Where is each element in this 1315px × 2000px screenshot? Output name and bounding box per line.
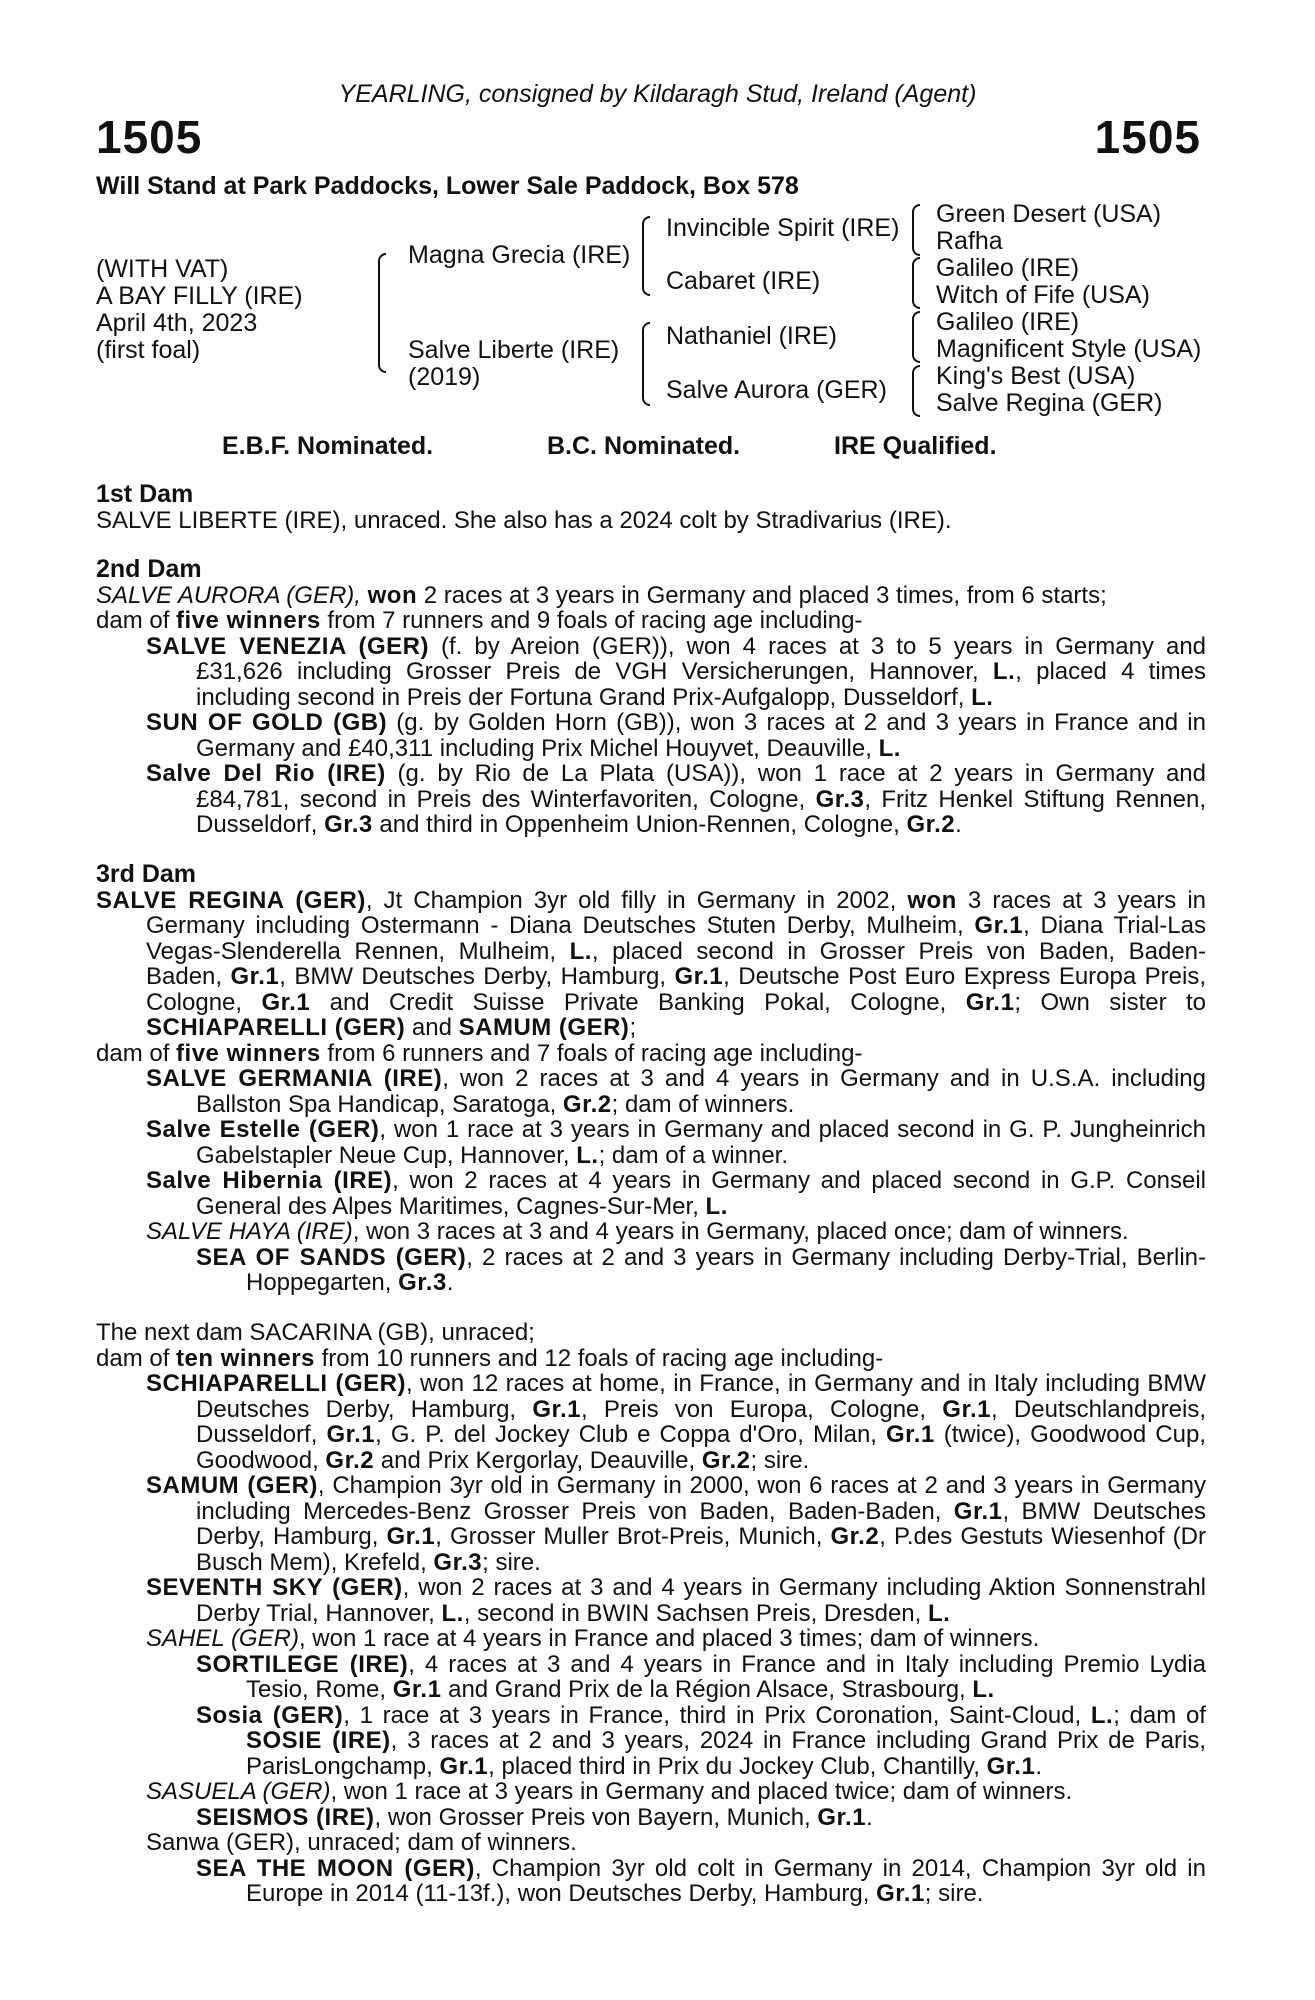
brace-dd (912, 365, 920, 417)
ped-sdd: Witch of Fife (USA) (936, 281, 1150, 309)
produce-entry: SALVE VENEZIA (GER) (f. by Areion (GER)), won 4 races at 3 to 5 years in Germany and £31,626 including Grosser Preis de VGH Versicherungen, Hannover, L., placed 4 times including second in Preis der Fortuna Grand Prix-Aufgalopp, Dusseldorf, L. (146, 632, 1207, 711)
produce-entry: SALVE GERMANIA (IRE), won 2 races at 3 and 4 years in Germany and in U.S.A. including Ballston Spa Handicap, Saratoga, Gr.2; dam of winners. (146, 1065, 1206, 1118)
produce-entry: Sanwa (GER), unraced; dam of winners. (146, 1829, 577, 1856)
next-dam-section (96, 1320, 1206, 1907)
dam-year: (2019) (408, 363, 481, 391)
ped-dsd: Magnificent Style (USA) (936, 335, 1202, 363)
first-dam-text: SALVE LIBERTE (IRE), unraced. She also has a 2024 colt by Stradivarius (IRE). (96, 506, 952, 534)
next-dam-intro: The next dam SACARINA (GB), unraced; (96, 1319, 535, 1346)
lot-number-left: 1505 (96, 111, 203, 163)
brace-gen1 (378, 253, 386, 373)
sire-name: Magna Grecia (IRE) (408, 241, 631, 269)
produce-entry: SAMUM (GER), Champion 3yr old in Germany in 2000, won 6 races at 2 and 3 years in Germany including Mercedes-Benz Grosser Preis von Baden, Baden-Baden, Gr.1, BMW Deutsches Derby, Hamburg, Gr.1, Grosser Muller Brot-Preis, Munich, Gr.2, P.des Gestuts Wiesenhof (Dr Busch Mem), Krefeld, Gr.3; sire. (146, 1472, 1206, 1576)
produce-entry: Sosia (GER), 1 race at 3 years in France, third in Prix Coronation, Saint-Cloud, L.; dam of SOSIE (IRE), 3 races at 2 and 3 years, 2024 in France including Grand Prix de Paris, ParisLongchamp, Gr.1, placed third in Prix du Jockey Club, Chantilly, Gr.1. (196, 1701, 1206, 1780)
foaling-date: April 4th, 2023 (96, 309, 258, 337)
ped-dds: King's Best (USA) (936, 362, 1136, 390)
vat-note: (WITH VAT) (96, 255, 229, 283)
dam-sire: Nathaniel (IRE) (666, 322, 837, 350)
produce-entry: Salve Del Rio (IRE) (g. by Rio de La Plata (USA)), won 1 race at 2 years in Germany and £84,781, second in Preis des Winterfavoriten, Cologne, Gr.3, Fritz Henkel Stiftung Rennen, Dusseldorf, Gr.3 and third in Oppenheim Union-Rennen, Cologne, Gr.2. (146, 760, 1207, 838)
produce-entry: SEA THE MOON (GER), Champion 3yr old colt in Germany in 2014, Champion 3yr old in Europe in 2014 (11-13f.), won Deutsches Derby, Hamburg, Gr.1; sire. (196, 1854, 1206, 1907)
produce-entry: SEA OF SANDS (GER), 2 races at 2 and 3 years in Germany including Derby-Trial, Berlin-Hoppegarten, Gr.3. (196, 1243, 1206, 1296)
ped-ddd: Salve Regina (GER) (936, 389, 1163, 417)
ped-sss: Green Desert (USA) (936, 200, 1162, 228)
produce-entry: SEVENTH SKY (GER), won 2 races at 3 and 4 years in Germany including Aktion Sonnenstrahl Derby Trial, Hannover, L., second in BWIN Sachsen Preis, Dresden, L. (146, 1574, 1206, 1627)
brace-ss (912, 204, 920, 256)
stand-location: Will Stand at Park Paddocks, Lower Sale Paddock, Box 578 (96, 172, 799, 200)
produce-entry: SORTILEGE (IRE), 4 races at 3 and 4 years in France and in Italy including Premio Lydia Tesio, Rome, Gr.1 and Grand Prix de la Région Alsace, Strasbourg, L. (196, 1650, 1207, 1703)
ped-sds: Galileo (IRE) (936, 254, 1080, 282)
produce-entry: SEISMOS (IRE), won Grosser Preis von Bayern, Munich, Gr.1. (196, 1803, 873, 1831)
produce-entry: SUN OF GOLD (GB) (g. by Golden Horn (GB)), won 3 races at 2 and 3 years in France and in Germany and £40,311 including Prix Michel Houyvet, Deauville, L. (146, 709, 1206, 762)
produce-entry: Salve Hibernia (IRE), won 2 races at 4 years in Germany and placed second in G.P. Conseil General des Alpes Maritimes, Cagnes-Sur-Mer, L. (146, 1167, 1206, 1220)
second-dam-produce-line: dam of five winners from 7 runners and 9 foals of racing age including- (96, 607, 863, 634)
ped-ssd: Rafha (936, 227, 1003, 255)
brace-sd (912, 257, 920, 309)
dam-dam: Salve Aurora (GER) (666, 376, 887, 404)
ped-dss: Galileo (IRE) (936, 308, 1080, 336)
second-dam-heading: 2nd Dam (96, 555, 202, 583)
produce-entry: SASUELA (GER), won 1 race at 3 years in Germany and placed twice; dam of winners. (146, 1778, 1073, 1805)
third-dam-heading: 3rd Dam (96, 860, 197, 888)
brace-sire (642, 216, 650, 296)
produce-entry: SALVE HAYA (IRE), won 3 races at 3 and 4 years in Germany, placed once; dam of winners. (146, 1218, 1129, 1245)
third-dam-produce-line: dam of five winners from 6 runners and 7 foals of racing age including- (96, 1039, 863, 1067)
second-dam-section (96, 557, 1206, 838)
first-dam-section (96, 482, 1206, 533)
foal-note: (first foal) (96, 336, 201, 364)
ebf-nomination: E.B.F. Nominated. (222, 432, 434, 460)
bc-nomination: B.C. Nominated. (547, 432, 741, 460)
second-dam-intro: SALVE AURORA (GER), won 2 races at 3 years in Germany and placed 3 times, from 6 starts; (96, 581, 1107, 609)
sire-dam: Cabaret (IRE) (666, 267, 821, 295)
produce-entry: SAHEL (GER), won 1 race at 4 years in France and placed 3 times; dam of winners. (146, 1625, 1040, 1652)
lot-number-right: 1505 (1094, 111, 1201, 163)
brace-dam (642, 322, 650, 406)
dam-name: Salve Liberte (IRE) (408, 336, 620, 364)
brace-ds (912, 311, 920, 363)
next-dam-produce-line: dam of ten winners from 10 runners and 12 foals of racing age including- (96, 1344, 884, 1372)
horse-name: A BAY FILLY (IRE) (96, 282, 303, 310)
sire-sire: Invincible Spirit (IRE) (666, 214, 900, 242)
first-dam-heading: 1st Dam (96, 480, 194, 508)
ire-qualified: IRE Qualified. (834, 432, 997, 460)
third-dam-intro: SALVE REGINA (GER), Jt Champion 3yr old filly in Germany in 2002, won 3 races at 3 years in Germany including Ostermann - Diana Deutsches Stuten Derby, Mulheim, Gr.1, Diana Trial-Las Vegas-Slenderella Rennen, Mulheim, L., placed second in Grosser Preis von Baden, Baden-Baden, Gr.1, BMW Deutsches Derby, Hamburg, Gr.1, Deutsche Post Euro Express Europa Preis, Cologne, Gr.1 and Credit Suisse Private Banking Pokal, Cologne, Gr.1; Own sister to SCHIAPARELLI (GER) and SAMUM (GER); (96, 886, 1207, 1041)
consignor-line: YEARLING, consigned by Kildaragh Stud, Ireland (Agent) (338, 80, 977, 108)
third-dam-section (96, 862, 1206, 1296)
produce-entry: Salve Estelle (GER), won 1 race at 3 years in Germany and placed second in G. P. Jungheinrich Gabelstapler Neue Cup, Hannover, L.; dam of a winner. (146, 1116, 1206, 1169)
produce-entry: SCHIAPARELLI (GER), won 12 races at home, in France, in Germany and in Italy including BMW Deutsches Derby, Hamburg, Gr.1, Preis von Europa, Cologne, Gr.1, Deutschlandpreis, Dusseldorf, Gr.1, G. P. del Jockey Club e Coppa d'Oro, Milan, Gr.1 (twice), Goodwood Cup, Goodwood, Gr.2 and Prix Kergorlay, Deauville, Gr.2; sire. (146, 1370, 1206, 1474)
